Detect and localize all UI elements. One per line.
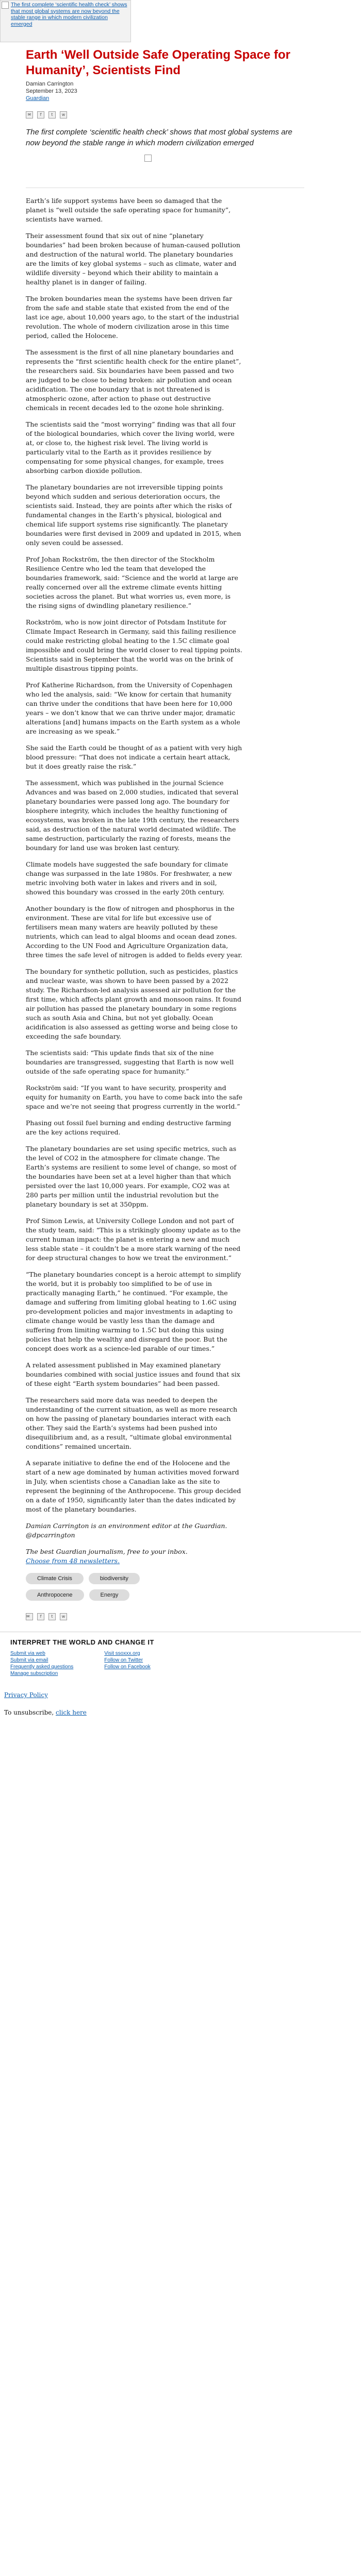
footer-column-2 — [104, 1650, 151, 1677]
source-link[interactable]: Guardian — [26, 95, 50, 101]
paragraph: “The planetary boundaries concept is a heroic attempt to simplify the world, but it is probably too simplified to be of use in practically managing Earth,” he continued. “For example, the damage and suffering from limiting global heating to 1.6C using pro-development policies and major investments in adapting to climate change would be vastly less than the damage and suffering from limiting warming to 1.5C but doing this using policies that help the wealthy and disregard the poor. But the concept does work as a science-led parable of our times.” — [26, 1270, 241, 1352]
paragraph: She said the Earth could be thought of as a patient with very high blood pressure: “That does not indicate a certain heart attack, but it does greatly raise the risk.” — [26, 744, 242, 770]
email-share-icon[interactable]: ✉ — [26, 1613, 33, 1620]
footer-columns — [10, 1650, 361, 1677]
footer-link[interactable]: Frequently asked questions — [10, 1664, 74, 1670]
whatsapp-share-icon[interactable]: w — [60, 1613, 67, 1620]
tag-energy[interactable]: Energy — [89, 1589, 130, 1601]
paragraph: The assessment, which was published in the journal Science Advances and was based on 2,000 studies, indicated that several planetary boundaries were passed long ago. The boundary for biosphere integrity, which includes the healthy functioning of ecosystems, was broken in the late 19th century, the researchers said, as destruction of the natural world decimated wildlife. The same destruction, particularly the razing of forests, means the boundary for land use was broken last century. — [26, 779, 239, 852]
paragraph: The assessment is the first of all nine planetary boundaries and represents the “first scientific health check for the entire planet”, the researchers said. Six boundaries have been passed and two are judged to be close to being broken: air pollution and ocean acidification. The one boundary that is not threatened is atmospheric ozone, after action to phase out destructive chemicals in recent decades led to the ozone hole shrinking. — [26, 348, 241, 412]
facebook-share-icon[interactable]: f — [37, 1613, 44, 1620]
standfirst: The first complete ‘scientific health check’ shows that most global systems are now beyond the stable range in which modern civilization emerged — [26, 128, 292, 147]
tag-climate-crisis[interactable]: Climate Crisis — [26, 1573, 84, 1584]
paragraph: The planetary boundaries are set using specific metrics, such as the level of CO2 in the atmosphere for climate change. The Earth’s systems are resilient to some level of change, so most of the boundaries have been set at a level higher than that which persisted over the last 10,000 years. For example, CO2 was at 280 parts per million until the industrial revolution but the planetary boundary is set at 350ppm. — [26, 1145, 237, 1208]
footer-link[interactable]: Submit via web — [10, 1651, 45, 1656]
unsubscribe-link[interactable]: click here — [56, 1709, 87, 1716]
paragraph: Rockström said: “If you want to have security, prosperity and equity for humanity on Earth, you have to come back into the safe space and we’re not seeing that progress currently in the world.” — [26, 1084, 242, 1110]
footer-link[interactable]: Follow on Facebook — [104, 1664, 151, 1670]
tag-biodiversity[interactable]: biodiversity — [89, 1573, 140, 1584]
paragraph: Prof Johan Rockström, the then director of the Stockholm Resilience Centre who led the team that developed the boundaries framework, said: “Science and the world at large are really concerned over all the extreme climate events hitting societies across the planet. But what worries us, even more, is the rising signs of dwindling planetary resilience.” — [26, 555, 238, 609]
paragraph: Prof Katherine Richardson, from the University of Copenhagen who led the analysis, said: “We know for certain that humanity can thrive under the conditions that have been here for 10,000 years – we don’t know that we can thrive under major, dramatic alterations [and] humans impacts on the Earth system as a whole are increasing as we speak.” — [26, 681, 240, 735]
paragraph: A related assessment published in May examined planetary boundaries combined with social justice issues and found that six of these eight “Earth system boundaries” had been passed. — [26, 1361, 240, 1387]
paragraph: Prof Simon Lewis, at University College London and not part of the study team, said: “This is a strikingly gloomy update as to the current human impact: the planet is entering a new and much less stable state – it couldn’t be a more stark warning of the need for deep structural changes to how we treat the environment.” — [26, 1217, 241, 1262]
email-share-icon[interactable]: ✉ — [26, 111, 33, 118]
paragraph: The researchers said more data was needed to deepen the understanding of the current situation, as well as more research on how the passing of planetary boundaries interact with each other. They said the Earth’s systems had been pushed into disequilibrium and, as a result, “ultimate global environmental conditions” remained uncertain. — [26, 1396, 238, 1450]
paragraph: The planetary boundaries are not irreversible tipping points beyond which sudden and serious deterioration occurs, the scientists said. Instead, they are points after which the risks of fundamental changes in the Earth’s physical, biological and chemical life support systems rise significantly. The planetary boundaries were first devised in 2009 and updated in 2015, when only seven could be assessed. — [26, 483, 241, 547]
footer-link[interactable]: Submit via email — [10, 1657, 48, 1663]
bottom-links — [0, 1677, 361, 1717]
newsletter-line: The best Guardian journalism, free to your inbox. — [26, 1548, 188, 1555]
article-wrapper — [0, 47, 304, 1620]
paragraph: Rockström, who is now joint director of Potsdam Institute for Climate Impact Research in Germany, said this failing resilience could make restricting global heating to the 1.5C climate goal impossible and could bring the world closer to real tipping points. Scientists said in September that the world was on the brink of multiple disastrous tipping points. — [26, 618, 242, 672]
paragraph: Phasing out fossil fuel burning and ending destructive farming are the key actions required. — [26, 1119, 232, 1136]
footer-column-1 — [10, 1650, 73, 1677]
inline-image-placeholder-icon — [144, 155, 152, 162]
hero-image[interactable] — [0, 0, 131, 42]
author: Damian Carrington — [26, 81, 74, 87]
paragraph: A separate initiative to define the end of the Holocene and the start of a new age dominated by human activities moved forward in July, when scientists chose a Canadian lake as the site to represent the beginning of the Anthropocene. This group decided on a date of 1950, significantly later than the dates indicated by most of the planetary boundaries. — [26, 1459, 241, 1513]
article-body — [26, 196, 242, 1566]
whatsapp-share-icon[interactable]: w — [60, 111, 67, 118]
paragraph: The boundary for synthetic pollution, such as pesticides, plastics and nuclear waste, was shown to have been passed by a 2022 study. The Richardson-led analysis assessed air pollution for the first time, which affects plant growth and monsoon rains. It found air pollution has passed the planetary boundary in some regions such as south Asia and China, but not yet globally. Ocean acidification is also assessed as getting worse and being close to exceeding the safe boundary. — [26, 968, 242, 1040]
headline: Earth ‘Well Outside Safe Operating Space for Humanity’, Scientists Find — [26, 48, 291, 77]
author-signature: Damian Carrington is an environment editor at the Guardian. @dpcarrington — [26, 1522, 227, 1539]
unsubscribe-line — [4, 1708, 361, 1717]
byline — [26, 80, 304, 102]
twitter-share-icon[interactable]: t — [48, 1613, 56, 1620]
hero-image-alt-text[interactable]: The first complete ‘scientific health check’ shows that most global systems are now beyond the stable range in which modern civilization emerged — [11, 2, 127, 27]
paragraph: The scientists said the “most worrying” finding was that all four of the biological boundaries, which cover the living world, were at, or close to, the highest risk level. The living world is particularly vital to the Earth as it provides resilience by compensating for some physical changes, for example, trees absorbing carbon dioxide pollution. — [26, 420, 236, 474]
paragraph: The scientists said: “This update finds that six of the nine boundaries are transgressed, suggesting that Earth is now well outside of the safe operating space for humanity.” — [26, 1049, 234, 1075]
footer-link[interactable]: Visit ssoxxx.org — [104, 1651, 140, 1656]
newsletter-promo — [26, 1547, 242, 1566]
tag-anthropocene[interactable]: Anthropocene — [26, 1589, 84, 1601]
footer-title: INTERPRET THE WORLD AND CHANGE IT — [10, 1638, 154, 1646]
paragraph: Earth’s life support systems have been so damaged that the planet is “well outside the safe operating space for humanity”, scientists have warned. — [26, 197, 231, 223]
paragraph: The broken boundaries mean the systems have been driven far from the safe and stable state that existed from the end of the last ice age, about 10,000 years ago, to the start of the industrial revolution. The whole of modern civilization arose in this time period, called the Holocene. — [26, 295, 239, 340]
paragraph: Their assessment found that six out of nine “planetary boundaries” had been broken because of human-caused pollution and destruction of the natural world. The planetary boundaries are the limits of key global systems – such as climate, water and wildlife diversity – beyond which their ability to maintain a healthy planet is in danger of failing. — [26, 232, 240, 286]
broken-image-icon — [2, 2, 9, 9]
date: September 13, 2023 — [26, 88, 77, 94]
footer-link[interactable]: Follow on Twitter — [104, 1657, 143, 1663]
share-bar-bottom — [26, 1613, 304, 1620]
share-bar — [26, 111, 304, 118]
twitter-share-icon[interactable]: t — [48, 111, 56, 118]
privacy-policy-link[interactable]: Privacy Policy — [4, 1691, 48, 1699]
paragraph: Climate models have suggested the safe boundary for climate change was surpassed in the late 1980s. For freshwater, a new metric involving both water in lakes and rivers and in soil, showed this boundary was crossed in the early 20th century. — [26, 860, 232, 896]
paragraph: Another boundary is the flow of nitrogen and phosphorus in the environment. These are vital for life but excessive use of fertilisers mean many waters are heavily polluted by these nutrients, which can lead to algal blooms and ocean dead zones. According to the UN Food and Agriculture Organization data, three times the safe level of nitrogen is added to fields every year. — [26, 905, 242, 959]
facebook-share-icon[interactable]: f — [37, 111, 44, 118]
tag-list — [26, 1573, 186, 1601]
newsletter-link[interactable]: Choose from 48 newsletters. — [26, 1557, 120, 1565]
footer-link[interactable]: Manage subscription — [10, 1671, 58, 1676]
footer — [0, 1632, 361, 1677]
unsubscribe-prefix: To unsubscribe, — [4, 1709, 56, 1716]
